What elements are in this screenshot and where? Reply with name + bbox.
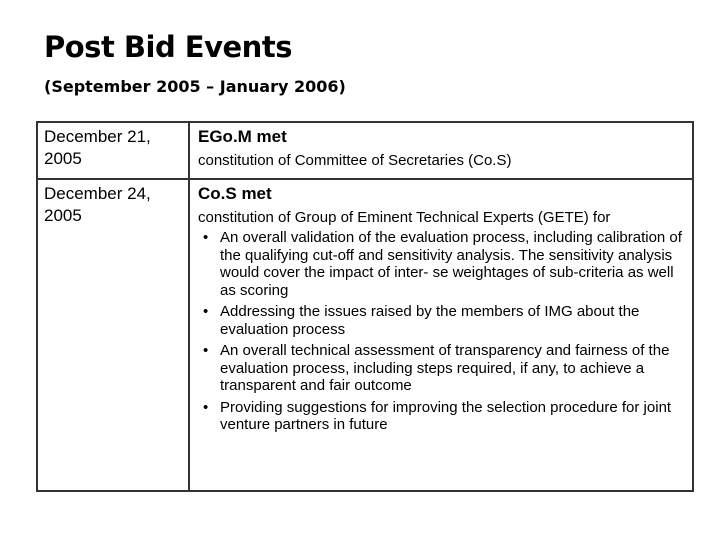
- bullet-dot-icon: •: [203, 398, 209, 416]
- event-description: constitution of Committee of Secretaries (Co.S): [198, 152, 512, 169]
- list-item-text: An overall validation of the evaluation process, including calibration of the qualifying cut-off and sensitivity analysis. The sensitivity analysis would cover the impact of inter- se weightages of sub-criteria as well as scoring: [220, 229, 682, 299]
- slide-title: Post Bid Events: [44, 30, 292, 64]
- list-item: [198, 229, 686, 299]
- list-item: [198, 303, 686, 338]
- event-date: December 24, 2005: [37, 179, 189, 491]
- event-details: [189, 122, 693, 179]
- bullet-dot-icon: •: [203, 229, 209, 246]
- slide-subtitle: (September 2005 – January 2006): [44, 77, 346, 96]
- event-heading: EGo.M met: [198, 127, 287, 146]
- event-details: [189, 179, 693, 491]
- bullet-dot-icon: •: [203, 342, 209, 359]
- list-item-text: Providing suggestions for improving the selection procedure for joint venture partners in future: [220, 398, 672, 433]
- list-item: [198, 399, 686, 434]
- list-item-text: An overall technical assessment of transparency and fairness of the evaluation process, including steps required, if any, to achieve a transparent and fair outcome: [220, 342, 670, 394]
- mandate-list: [198, 229, 686, 434]
- table-row: [37, 122, 693, 179]
- list-item-text: Addressing the issues raised by the members of IMG about the evaluation process: [220, 303, 640, 338]
- table-row: [37, 179, 693, 491]
- list-item: [198, 342, 686, 395]
- event-description: constitution of Group of Eminent Technical Experts (GETE) for: [198, 209, 611, 226]
- bullet-dot-icon: •: [203, 303, 209, 320]
- events-table: [36, 121, 694, 492]
- event-heading: Co.S met: [198, 184, 272, 203]
- event-date: December 21, 2005: [37, 122, 189, 179]
